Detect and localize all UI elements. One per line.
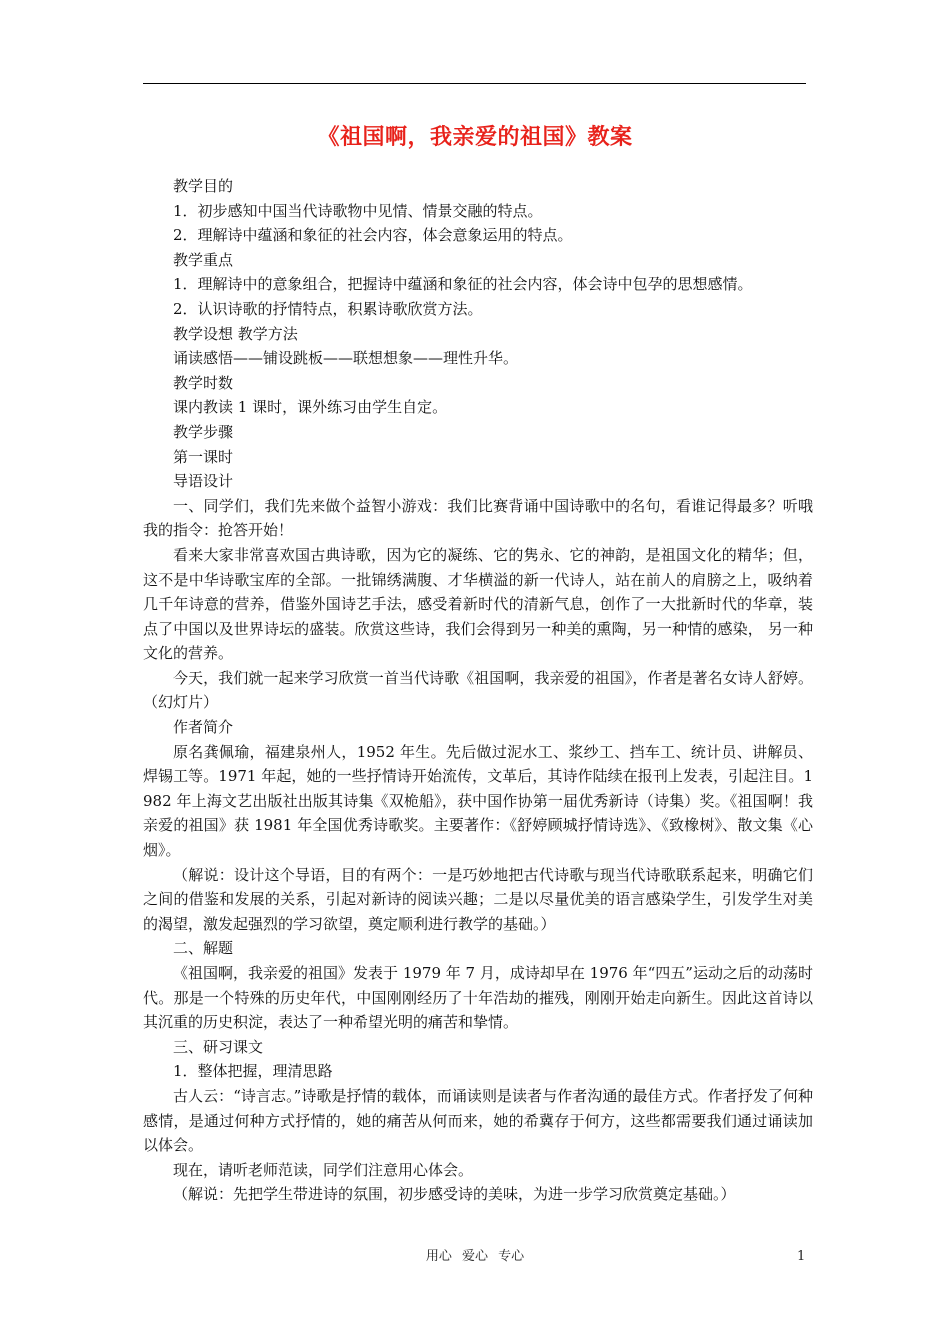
paragraph: 原名龚佩瑜，福建泉州人，1952 年生。先后做过泥水工、浆纱工、挡车工、统计员、讲解员、焊锡工等。1971 年起，她的一些抒情诗开始流传，文革后，其诗作陆续在报刊上发表，引起注目。1982 年上海文艺出版社出版其诗集《双桅船》，获中国作协第一届优秀新诗（诗集）奖。《祖国啊！我亲爱的祖国》获 1981 年全国优秀诗歌奖。主要著作：《舒婷顾城抒情诗选》、《致橡树》、散文集《心烟》。 bbox=[143, 742, 813, 860]
paragraph: 2．理解诗中蕴涵和象征的社会内容，体会意象运用的特点。 bbox=[173, 226, 573, 245]
paragraph: 2．认识诗歌的抒情特点，积累诗歌欣赏方法。 bbox=[173, 299, 483, 318]
paragraph: 教学重点 bbox=[173, 250, 234, 269]
paragraph: 1．理解诗中的意象组合，把握诗中蕴涵和象征的社会内容，体会诗中包孕的思想感情。 bbox=[173, 275, 753, 294]
paragraph: 1．初步感知中国当代诗歌物中见情、情景交融的特点。 bbox=[173, 201, 543, 220]
paragraph: （解说：设计这个导语，目的有两个：一是巧妙地把古代诗歌与现当代诗歌联系起来，明确它们之间的借鉴和发展的关系，引起对新诗的阅读兴趣；二是以尽量优美的语言感染学生，引发学生对美的渴望，激发起强烈的学习欲望，奠定顺利进行教学的基础。） bbox=[143, 865, 813, 933]
paragraph: 教学时数 bbox=[173, 373, 234, 392]
paragraph: （解说：先把学生带进诗的氛围，初步感受诗的美味，为进一步学习欣赏奠定基础。） bbox=[173, 1185, 736, 1204]
paragraph: 看来大家非常喜欢国古典诗歌，因为它的凝练、它的隽永、它的神韵，是祖国文化的精华；但，这不是中华诗歌宝库的全部。一批锦绣满腹、才华横溢的新一代诗人，站在前人的肩膀之上，吸纳着几千年诗意的营养，借鉴外国诗艺手法，感受着新时代的清新气息，创作了一大批新时代的华章，装点了中国以及世界诗坛的盛装。欣赏这些诗，我们会得到另一种美的熏陶，另一种情的感染， 另一种文化的营养。 bbox=[143, 545, 813, 663]
paragraph: 三、研习课文 bbox=[173, 1037, 264, 1056]
paragraph: 第一课时 bbox=[173, 447, 234, 466]
paragraph: 今天，我们就一起来学习欣赏一首当代诗歌《祖国啊，我亲爱的祖国》，作者是著名女诗人舒婷。 （幻灯片） bbox=[143, 668, 813, 712]
paragraph: 现在，请听老师范读，同学们注意用心体会。 bbox=[173, 1160, 474, 1179]
paragraph: 诵读感悟——铺设跳板——联想想象——理性升华。 bbox=[173, 349, 519, 368]
page-number: 1 bbox=[797, 1249, 806, 1264]
paragraph: 教学设想 教学方法 bbox=[173, 324, 298, 343]
paragraph: 教学目的 bbox=[173, 177, 234, 195]
document-title: 《祖国啊，我亲爱的祖国》教案 bbox=[317, 124, 633, 150]
paragraph: 课内教读 1 课时，课外练习由学生自定。 bbox=[173, 398, 448, 417]
paragraph: 导语设计 bbox=[173, 472, 234, 491]
paragraph: 古人云：“诗言志。”诗歌是抒情的载体，而诵读则是读者与作者沟通的最佳方式。作者抒发了何种感情，是通过何种方式抒情的，她的痛苦从何而来，她的希冀存于何方，这些都需要我们通过诵读加以体会。 bbox=[143, 1086, 813, 1155]
footer-motto: 用心 爱心 专心 bbox=[425, 1249, 525, 1264]
paragraph: 作者简介 bbox=[173, 718, 234, 737]
paragraph: 《祖国啊，我亲爱的祖国》发表于 1979 年 7 月，成诗却早在 1976 年“四五”运动之后的动荡时代。那是一个特殊的历史年代，中国刚刚经历了十年浩劫的摧残，刚刚开始走向新生。因此这首诗以其沉重的历史积淀，表达了一种希望光明的痛苦和挚情。 bbox=[143, 964, 813, 1032]
paragraph: 教学步骤 bbox=[173, 422, 234, 441]
header-rule bbox=[143, 83, 806, 84]
paragraph: 1．整体把握，理清思路 bbox=[173, 1062, 333, 1081]
document-body bbox=[143, 174, 813, 1207]
paragraph: 一、同学们，我们先来做个益智小游戏：我们比赛背诵中国诗歌中的名句，看谁记得最多？听哦我的指令：抢答开始！ bbox=[143, 496, 813, 540]
paragraph: 二、解题 bbox=[173, 939, 234, 958]
